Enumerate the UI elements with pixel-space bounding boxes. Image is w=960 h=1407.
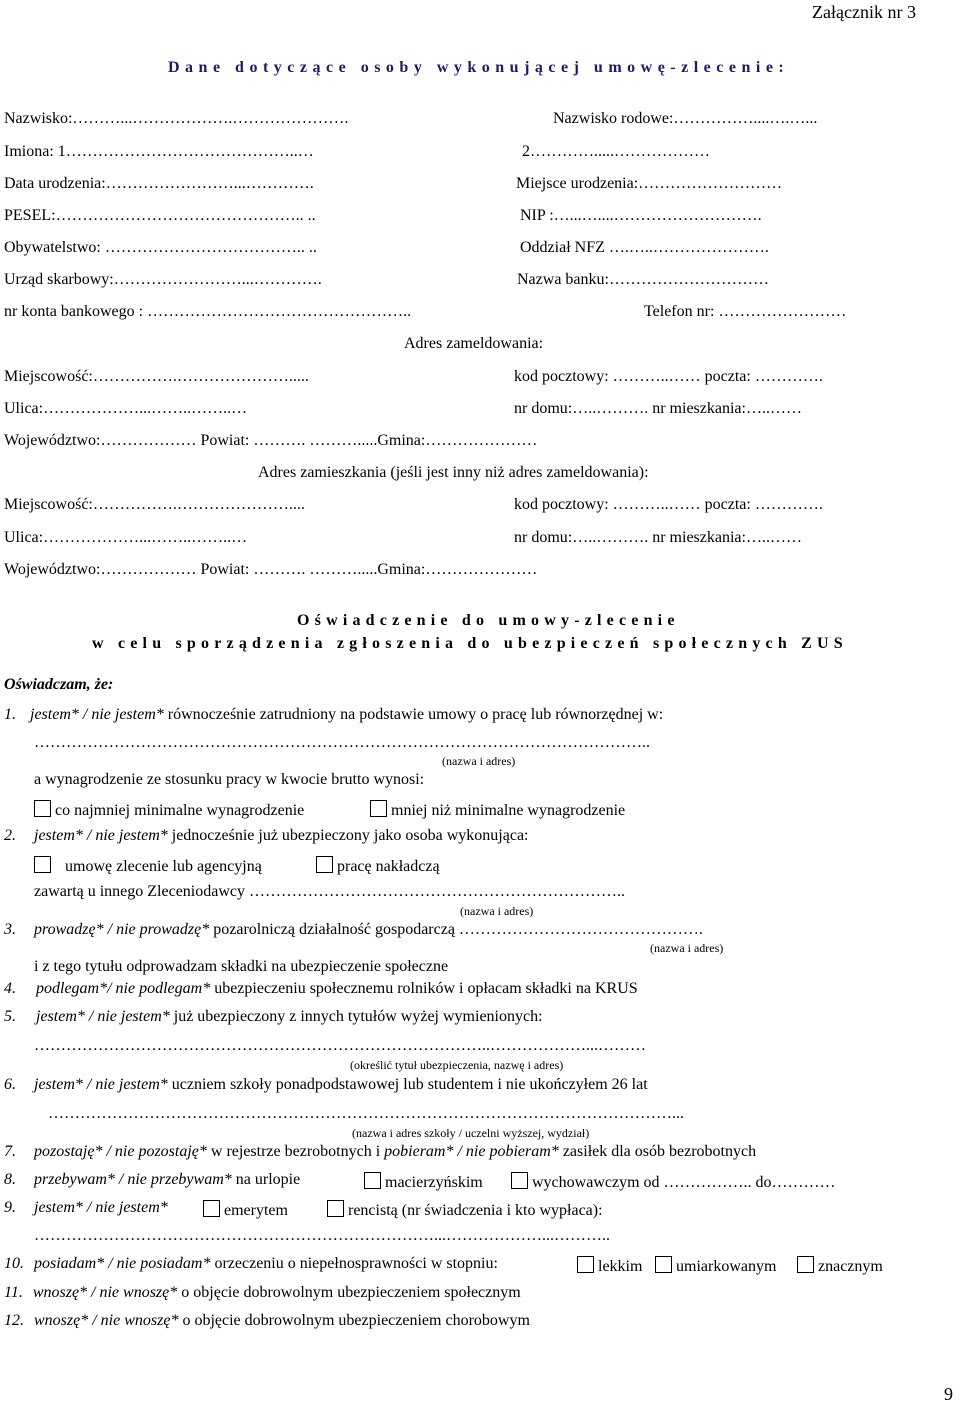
item-10 xyxy=(4,1256,498,1272)
attachment-label: Załącznik nr 3 xyxy=(812,2,916,22)
disability-light xyxy=(577,1256,642,1275)
checkbox-disability-pension[interactable] xyxy=(327,1200,344,1217)
item-9 xyxy=(4,1200,168,1216)
item-number: 8. xyxy=(4,1171,16,1188)
hint-name-address: (nazwa i adres) xyxy=(460,904,534,918)
choice-business[interactable]: prowadzę* / nie prowadzę* xyxy=(34,921,210,938)
item-text: równocześnie zatrudniony na podstawie umowy o pracę lub równorzędnej w: xyxy=(163,706,664,723)
field-birth-place[interactable]: Miejsce urodzenia:……………………… xyxy=(516,175,783,192)
field-first-name-1[interactable]: Imiona: 1……………………………………..… xyxy=(4,143,314,160)
checkbox-childcare[interactable] xyxy=(511,1172,528,1189)
field-birth-date[interactable]: Data urodzenia:……………………...…………. xyxy=(4,175,314,192)
item-number: 9. xyxy=(4,1199,16,1216)
checkbox-outwork[interactable] xyxy=(316,856,333,873)
item-text: orzeczeniu o niepełnosprawności w stopniu: xyxy=(210,1255,498,1272)
field-pesel[interactable]: PESEL:……………………………………….. .. xyxy=(4,207,316,224)
item-number: 4. xyxy=(4,980,16,997)
item-number: 10. xyxy=(4,1255,24,1272)
item-6 xyxy=(4,1077,648,1093)
item-1 xyxy=(4,707,663,723)
other-insurance-field[interactable]: …………………………………………………………………………..………………...……… xyxy=(34,1037,646,1054)
field-phone[interactable]: Telefon nr: …………………… xyxy=(644,303,847,320)
checkbox-min-wage[interactable] xyxy=(34,800,51,817)
item-12 xyxy=(4,1313,530,1329)
declaration-title: Oświadczenie do umowy-zlecenie xyxy=(297,612,680,629)
choice-voluntary-social[interactable]: wnoszę* / nie wnoszę* xyxy=(32,1284,178,1301)
item-3 xyxy=(4,922,703,938)
wage-text: a wynagrodzenie ze stosunku pracy w kwocie brutto wynosi: xyxy=(34,771,425,788)
choice-insured[interactable]: jestem* / nie jestem* xyxy=(34,827,168,844)
field-bank-name[interactable]: Nazwa banku:………………………… xyxy=(517,271,769,288)
item-text: pozarolniczą działalność gospodarczą ………………………………………. xyxy=(209,921,703,938)
option-min-wage: co najmniej minimalne wynagrodzenie xyxy=(55,802,305,819)
declaration-subtitle: w celu sporządzenia zgłoszenia do ubezpieczeń społecznych ZUS xyxy=(92,635,848,652)
leave-childcare xyxy=(511,1172,836,1191)
item-text: w rejestrze bezrobotnych i xyxy=(206,1143,385,1160)
res-city[interactable]: Miejscowość:…………….………………….... xyxy=(4,496,305,513)
wage-options xyxy=(34,800,304,819)
item-2 xyxy=(4,828,529,844)
choice-benefit[interactable]: pobieram* / nie pobieram* xyxy=(384,1143,559,1160)
pension-field[interactable]: …………………………………………………………………...………………...……….. xyxy=(34,1227,610,1244)
option-light: lekkim xyxy=(598,1258,643,1275)
field-surname[interactable]: Nazwisko:………...……………….…………………. xyxy=(4,110,349,127)
field-nip[interactable]: NIP :…...…....………………………. xyxy=(520,207,762,224)
item-number: 5. xyxy=(4,1008,16,1025)
option-childcare: wychowawczym od …………….. do………… xyxy=(532,1174,836,1191)
checkbox-agency-contract[interactable] xyxy=(34,856,51,873)
field-nfz-branch[interactable]: Oddział NFZ ….…..…………………. xyxy=(520,239,769,256)
checkbox-retiree[interactable] xyxy=(203,1200,220,1217)
option-less-min-wage: mniej niż minimalne wynagrodzenie xyxy=(391,802,626,819)
option-retiree: emerytem xyxy=(224,1202,288,1219)
hint-name-address: (nazwa i adres) xyxy=(650,941,724,955)
item-text: już ubezpieczony z innych tytułów wyżej wymienionych: xyxy=(169,1008,543,1025)
checkbox-less-min-wage[interactable] xyxy=(370,800,387,817)
item-text: o objęcie dobrowolnym ubezpieczeniem chorobowym xyxy=(178,1312,530,1329)
checkbox-severe[interactable] xyxy=(797,1256,814,1273)
res-street[interactable]: Ulica:………………...……..……..… xyxy=(4,529,248,546)
hint-school: (nazwa i adres szkoły / uczelni wyższej, wydział) xyxy=(352,1126,590,1140)
field-maiden-name[interactable]: Nazwisko rodowe:……………....….…... xyxy=(553,110,818,127)
choice-leave[interactable]: przebywam* / nie przebywam* xyxy=(34,1171,232,1188)
option-disability-pension: rencistą (nr świadczenia i kto wypłaca): xyxy=(348,1202,603,1219)
item-3-text2: i z tego tytułu odprowadzam składki na ubezpieczenie społeczne xyxy=(34,958,449,975)
item-number: 3. xyxy=(4,921,16,938)
contract-options-2 xyxy=(316,856,440,875)
reg-postal[interactable]: kod pocztowy: ………..…… poczta: …………. xyxy=(514,368,823,385)
item-8 xyxy=(4,1172,300,1188)
item-11 xyxy=(4,1285,521,1301)
choice-employed[interactable]: jestem* / nie jestem* xyxy=(30,706,164,723)
checkbox-maternity[interactable] xyxy=(364,1172,381,1189)
field-bank-account[interactable]: nr konta bankowego : ………………………………………….. xyxy=(4,303,412,320)
item-text: na urlopie xyxy=(231,1171,301,1188)
option-moderate: umiarkowanym xyxy=(676,1258,777,1275)
item-text: o objęcie dobrowolnym ubezpieczeniem społecznym xyxy=(177,1284,521,1301)
item-number: 2. xyxy=(4,827,16,844)
item-text: zasiłek dla osób bezrobotnych xyxy=(558,1143,757,1160)
disability-severe xyxy=(797,1256,883,1275)
choice-pensioner[interactable]: jestem* / nie jestem* xyxy=(34,1199,168,1216)
res-postal[interactable]: kod pocztowy: ………..…… poczta: …………. xyxy=(514,496,823,513)
pension-retiree xyxy=(203,1200,288,1219)
wage-options-2 xyxy=(370,800,625,819)
pension-disability xyxy=(327,1200,603,1219)
field-first-name-2[interactable]: 2………….....……………… xyxy=(522,143,710,160)
item-text: uczniem szkoły ponadpodstawowej lub studentem i nie ukończyłem 26 lat xyxy=(167,1076,648,1093)
hint-name-address: (nazwa i adres) xyxy=(442,754,516,768)
item-text: ubezpieczeniu społecznemu rolników i opłacam składki na KRUS xyxy=(210,980,638,997)
school-field[interactable]: ………………………………………………………………………………………………………... xyxy=(48,1105,684,1122)
hint-insurance: (określić tytuł ubezpieczenia, nazwę i adres) xyxy=(350,1058,564,1072)
disability-moderate xyxy=(655,1256,776,1275)
choice-other-insurance[interactable]: jestem* / nie jestem* xyxy=(36,1008,170,1025)
other-client-field[interactable]: zawartą u innego Zleceniodawcy …………………………………………………………….. xyxy=(34,883,626,900)
residence-address-title: Adres zamieszkania (jeśli jest inny niż adres zameldowania): xyxy=(258,464,649,481)
option-agency-contract: umowę zlecenie lub agencyjną xyxy=(65,858,262,875)
page-number: 9 xyxy=(944,1384,953,1404)
option-outwork: pracę nakładczą xyxy=(337,858,440,875)
field-citizenship[interactable]: Obywatelstwo: ……………………………….. .. xyxy=(4,239,317,256)
choice-voluntary-sickness[interactable]: wnoszę* / nie wnoszę* xyxy=(34,1312,179,1329)
choice-krus[interactable]: podlegam*/ nie podlegam* xyxy=(36,980,211,997)
choice-student[interactable]: jestem* / nie jestem* xyxy=(34,1076,168,1093)
choice-disability[interactable]: posiadam* / nie posiadam* xyxy=(34,1255,211,1272)
item-4 xyxy=(4,981,638,997)
field-tax-office[interactable]: Urząd skarbowy:……………………...…………. xyxy=(4,271,322,288)
section-header-person-data: Dane dotyczące osoby wykonującej umowę-zlecenie: xyxy=(168,59,790,76)
reg-city[interactable]: Miejscowość:…………….…………………..... xyxy=(4,368,309,385)
item-number: 11. xyxy=(4,1284,23,1301)
checkbox-moderate[interactable] xyxy=(655,1256,672,1273)
reg-voivodeship[interactable]: Województwo:……………… Powiat: ………. ……….....Gmina:………………… xyxy=(4,432,538,449)
item-7 xyxy=(4,1144,756,1160)
leave-maternity xyxy=(364,1172,483,1191)
contract-options xyxy=(34,856,262,875)
item-number: 1. xyxy=(4,706,16,723)
item-5 xyxy=(4,1009,543,1025)
option-severe: znacznym xyxy=(818,1258,883,1275)
option-maternity: macierzyńskim xyxy=(385,1174,483,1191)
reg-house[interactable]: nr domu:…..………. nr mieszkania:…..…… xyxy=(514,400,802,417)
res-house[interactable]: nr domu:…..………. nr mieszkania:…..…… xyxy=(514,529,802,546)
reg-street[interactable]: Ulica:………………...……..……..… xyxy=(4,400,248,417)
employer-field[interactable]: …………………………………………………………………………………………………….. xyxy=(34,734,650,751)
registered-address-title: Adres zameldowania: xyxy=(404,335,544,352)
item-text: jednocześnie już ubezpieczony jako osoba wykonująca: xyxy=(167,827,529,844)
item-number: 6. xyxy=(4,1076,16,1093)
declare-label: Oświadczam, że: xyxy=(4,676,114,693)
item-number: 12. xyxy=(4,1312,24,1329)
item-number: 7. xyxy=(4,1143,16,1160)
choice-unemployed[interactable]: pozostaję* / nie pozostaję* xyxy=(34,1143,207,1160)
res-voivodeship[interactable]: Województwo:……………… Powiat: ………. ……….....Gmina:………………… xyxy=(4,561,538,578)
checkbox-light[interactable] xyxy=(577,1256,594,1273)
